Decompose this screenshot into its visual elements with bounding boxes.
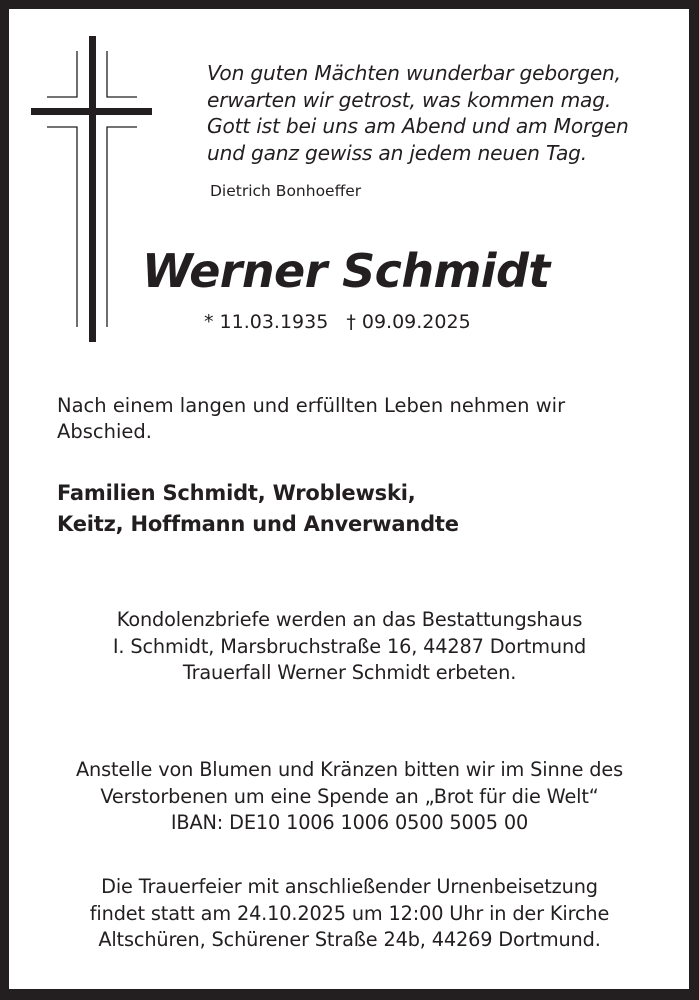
quote-line: erwarten wir getrost, was kommen mag. [207, 87, 612, 112]
deceased-name: Werner Schmidt [142, 244, 550, 298]
funeral-notice [0, 874, 699, 954]
family-line: Familien Schmidt, Wroblewski, [57, 481, 416, 505]
mourning-family [57, 478, 459, 540]
funeral-line: Die Trauerfeier mit anschließender Urnenbeisetzung [101, 875, 598, 898]
farewell-line: Abschied. [57, 420, 152, 443]
quote-line: und ganz gewiss an jedem neuen Tag. [207, 140, 588, 165]
quote-line: Gott ist bei uns am Abend und am Morgen [207, 114, 629, 138]
birth-date: * 11.03.1935 [204, 311, 329, 333]
condolence-line: Kondolenzbriefe werden an das Bestattungshaus [116, 608, 583, 631]
farewell-line: Nach einem langen und erfüllten Leben nehmen wir [57, 394, 566, 417]
funeral-line: Altschüren, Schürener Straße 24b, 44269 Dortmund. [98, 928, 601, 951]
death-date: † 09.09.2025 [346, 311, 471, 333]
cross-icon [0, 0, 699, 360]
quote-line: Von guten Mächten wunderbar geborgen, [207, 61, 621, 85]
condolence-line: I. Schmidt, Marsbruchstraße 16, 44287 Dortmund [112, 634, 587, 658]
life-dates [204, 310, 471, 334]
bible-quote [207, 60, 677, 166]
condolence-notice [0, 607, 699, 687]
donation-line: Verstorbenen um eine Spende an „Brot für die Welt“ [100, 784, 599, 808]
condolence-line: Trauerfall Werner Schmidt erbeten. [182, 661, 517, 684]
funeral-line: findet statt am 24.10.2025 um 12:00 Uhr in der Kirche [89, 901, 610, 925]
family-line: Keitz, Hoffmann und Anverwandte [57, 512, 459, 536]
donation-notice [0, 757, 699, 837]
farewell-text [57, 393, 657, 445]
donation-line: Anstelle von Blumen und Kränzen bitten wir im Sinne des [76, 758, 623, 781]
iban: IBAN: DE10 1006 1006 0500 5005 00 [170, 811, 529, 834]
quote-author: Dietrich Bonhoeffer [210, 182, 362, 200]
